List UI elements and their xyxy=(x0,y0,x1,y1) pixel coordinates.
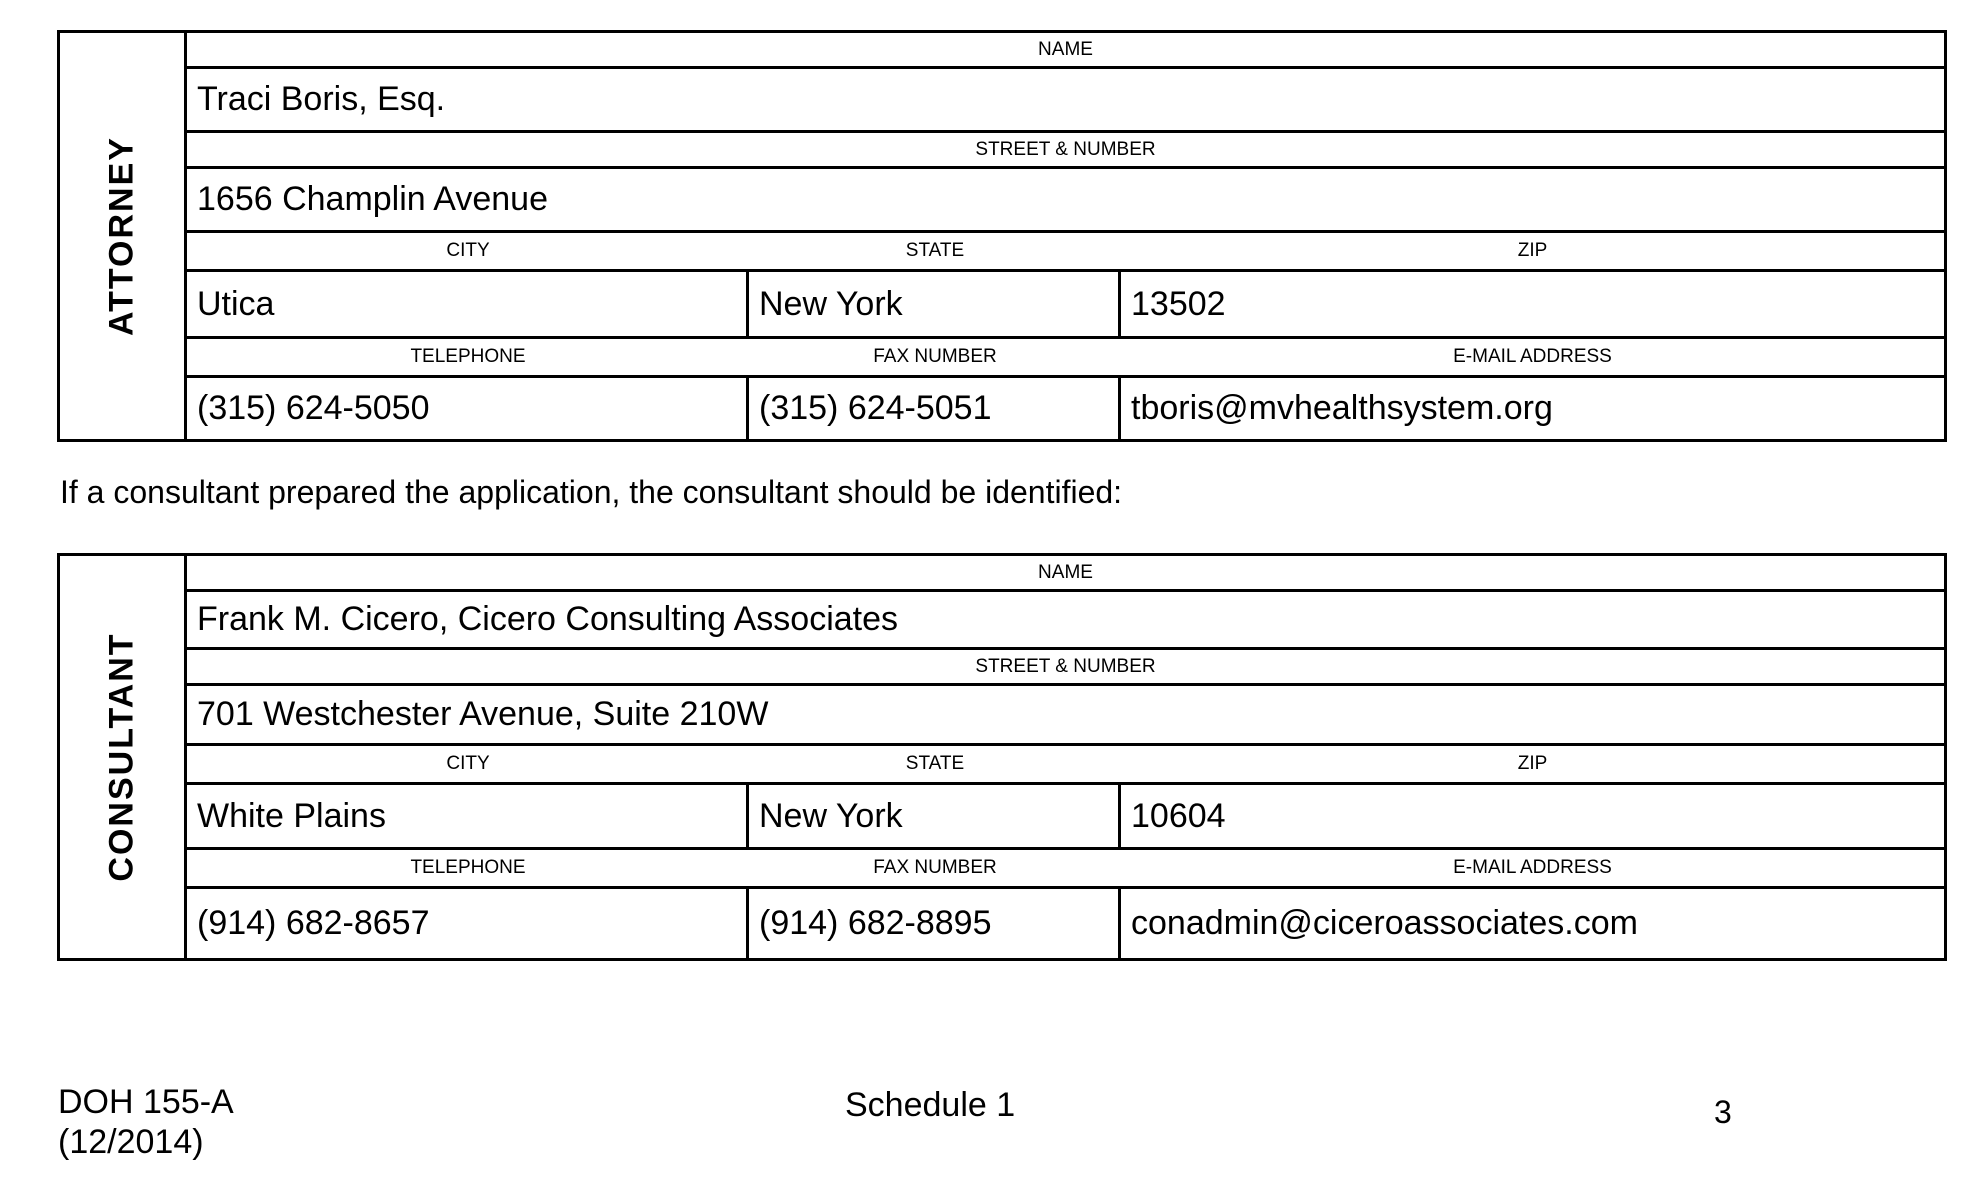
attorney-fax-field[interactable]: (315) 624-5051 xyxy=(749,378,1121,439)
fax-label: FAX NUMBER xyxy=(873,346,997,367)
contact-labels xyxy=(187,339,1944,378)
consultant-side-label xyxy=(60,556,187,958)
attorney-email-field[interactable]: tboris@mvhealthsystem.org xyxy=(1131,389,1553,427)
name-label: NAME xyxy=(187,556,1944,592)
state-label: STATE xyxy=(905,240,965,261)
consultant-section xyxy=(57,553,1947,961)
consultant-city-field[interactable]: White Plains xyxy=(187,785,749,847)
city-state-zip-labels xyxy=(187,233,1944,272)
consultant-zip-field[interactable]: 10604 xyxy=(1131,796,1226,835)
city-state-zip-values xyxy=(187,272,1944,339)
consultant-email-field[interactable]: conadmin@ciceroassociates.com xyxy=(1131,904,1638,942)
telephone-label: TELEPHONE xyxy=(410,857,526,878)
page-number: 3 xyxy=(1714,1094,1732,1130)
consultant-name-field[interactable]: Frank M. Cicero, Cicero Consulting Associates xyxy=(187,592,1944,650)
form-date: (12/2014) xyxy=(58,1123,204,1161)
consultant-telephone-field[interactable]: (914) 682-8657 xyxy=(187,889,749,958)
street-label: STREET & NUMBER xyxy=(187,133,1944,169)
consultant-street-field[interactable]: 701 Westchester Avenue, Suite 210W xyxy=(187,686,1944,746)
fax-label: FAX NUMBER xyxy=(873,857,997,878)
contact-values xyxy=(187,378,1944,439)
contact-values xyxy=(187,889,1944,958)
state-label: STATE xyxy=(905,753,965,774)
city-label: CITY xyxy=(446,240,490,261)
attorney-state-field[interactable]: New York xyxy=(749,272,1121,336)
form-id: DOH 155-A xyxy=(58,1083,234,1121)
street-label: STREET & NUMBER xyxy=(187,650,1944,686)
city-label: CITY xyxy=(446,753,490,774)
form-identifier xyxy=(58,1082,234,1162)
email-label: E-MAIL ADDRESS xyxy=(1453,346,1612,367)
name-label: NAME xyxy=(187,33,1944,69)
attorney-zip-field[interactable]: 13502 xyxy=(1131,284,1226,323)
telephone-label: TELEPHONE xyxy=(410,346,526,367)
attorney-side-label xyxy=(60,33,187,439)
zip-label: ZIP xyxy=(1517,240,1548,261)
attorney-name-field[interactable]: Traci Boris, Esq. xyxy=(187,69,1944,133)
attorney-city-field[interactable]: Utica xyxy=(187,272,749,336)
attorney-telephone-field[interactable]: (315) 624-5050 xyxy=(187,378,749,439)
zip-label: ZIP xyxy=(1517,753,1548,774)
schedule-label: Schedule 1 xyxy=(845,1086,1016,1124)
attorney-fields xyxy=(187,33,1944,439)
attorney-street-field[interactable]: 1656 Champlin Avenue xyxy=(187,169,1944,233)
city-state-zip-values xyxy=(187,785,1944,850)
consultant-fields xyxy=(187,556,1944,958)
consultant-note: If a consultant prepared the application, the consultant should be identified: xyxy=(60,474,1123,510)
email-label: E-MAIL ADDRESS xyxy=(1453,857,1612,878)
attorney-heading: ATTORNEY xyxy=(102,136,141,336)
consultant-heading: CONSULTANT xyxy=(102,632,141,882)
consultant-state-field[interactable]: New York xyxy=(749,785,1121,847)
contact-labels xyxy=(187,850,1944,889)
city-state-zip-labels xyxy=(187,746,1944,785)
attorney-section xyxy=(57,30,1947,442)
consultant-fax-field[interactable]: (914) 682-8895 xyxy=(749,889,1121,958)
